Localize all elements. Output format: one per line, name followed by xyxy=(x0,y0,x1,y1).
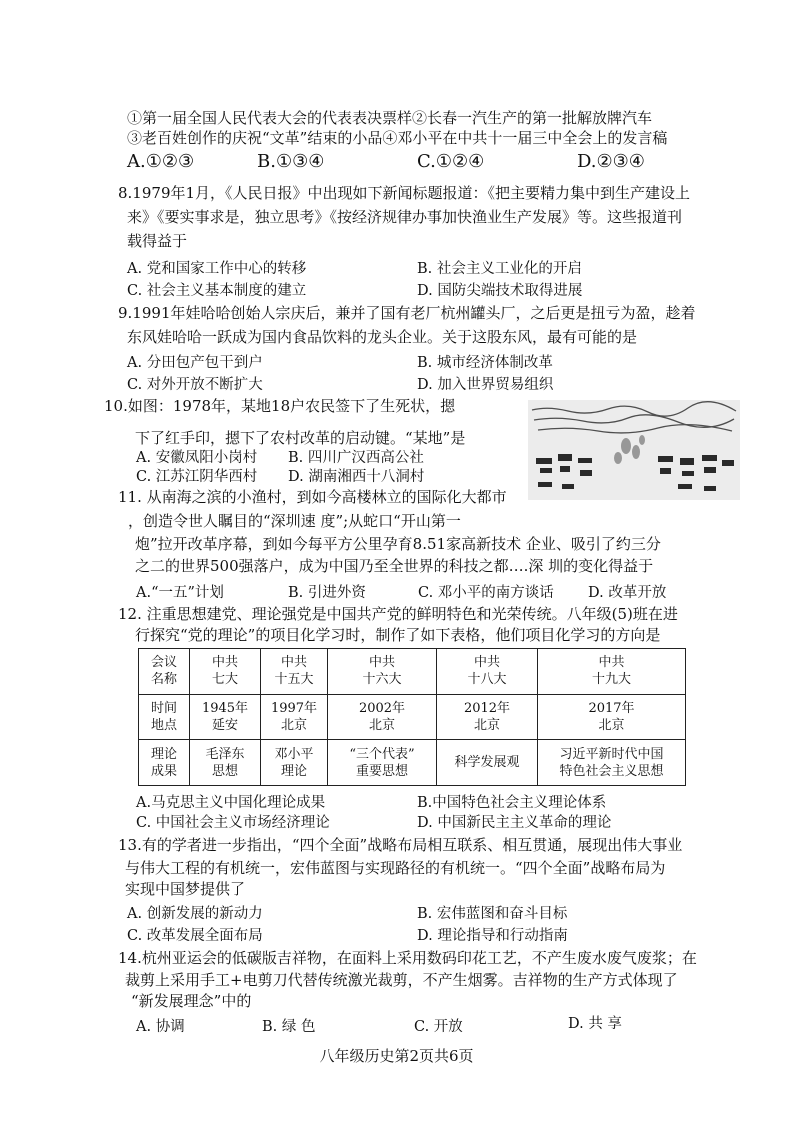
contract-photo-image xyxy=(528,400,740,500)
q8-line2: 来》《要实事求是，独立思考》《按经济规律办事加快渔业生产发展》等。这些报道刊 xyxy=(127,208,683,226)
q11-line1: 11. 从南海之滨的小渔村，到如今高楼林立的国际化大都市 xyxy=(118,488,507,506)
q11-option-d: D. 改革开放 xyxy=(588,585,667,601)
q13-line3: 实现中国梦提供了 xyxy=(125,880,246,898)
q14-line1: 14.杭州亚运会的低碳版吉祥物，在面料上采用数码印花工艺，不产生废水废气废浆；在 xyxy=(118,949,697,967)
q10-option-a: A. 安徽凤阳小岗村 xyxy=(136,450,258,466)
table-row xyxy=(139,740,686,786)
q7-option-d: D.②③④ xyxy=(577,151,645,172)
q14-line3: “新发展理念”中的 xyxy=(131,992,252,1010)
row-header xyxy=(139,649,190,695)
q9-option-c: C. 对外开放不断扩大 xyxy=(127,377,263,393)
table-cell: 2017年 北京 xyxy=(538,694,686,740)
q11-option-b: B. 引进外资 xyxy=(288,585,366,601)
table-cell: 中共 十九大 xyxy=(538,649,686,695)
q13-line1: 13.有的学者进一步指出，“四个全面”战略布局相互联系、相互贯通，展现出伟大事业 xyxy=(118,836,683,854)
q11-line3: 炮”拉开改革序幕，到如今每平方公里孕育8.51家高新技术 企业、吸引了约三分 xyxy=(135,535,661,553)
table-row xyxy=(139,649,686,695)
q7-line2: ③老百姓创作的庆祝“文革”结束的小品④邓小平在中共十一届三中全会上的发言稿 xyxy=(127,129,668,147)
q9-option-a: A. 分田包产包干到户 xyxy=(127,355,263,371)
q9-line1: 9.1991年娃哈哈创始人宗庆后，兼并了国有老厂杭州罐头厂，之后更是扭亏为盈，趁着 xyxy=(118,304,696,322)
table-cell: 中共 七大 xyxy=(190,649,261,695)
q11-line4: 之二的世界500强落户，成为中国乃至全世界的科技之都….深 圳的变化得益于 xyxy=(135,557,654,575)
q7-option-a: A.①②③ xyxy=(127,151,195,172)
q11-option-a: A.“一五”计划 xyxy=(136,585,224,601)
table-cell: 习近平新时代中国 特色社会主义思想 xyxy=(538,740,686,786)
table-cell: 中共 十五大 xyxy=(261,649,328,695)
q13-option-d: D. 理论指导和行动指南 xyxy=(417,928,568,944)
q14-option-c: C. 开放 xyxy=(414,1019,463,1035)
q11-option-c: C. 邓小平的南方谈话 xyxy=(418,585,554,601)
table-cell: 2012年 北京 xyxy=(437,694,538,740)
contract-photo xyxy=(528,400,740,500)
q14-option-d: D. 共 享 xyxy=(568,1016,622,1032)
q11-line2: ，创造令世人瞩目的“深圳速 度”;从蛇口“开山第一 xyxy=(128,512,461,530)
q12-line2: 行探究“党的理论”的项目化学习时，制作了如下表格，他们项目化学习的方向是 xyxy=(135,626,661,644)
q13-option-a: A. 创新发展的新动力 xyxy=(127,906,263,922)
q10-option-d: D. 湖南湘西十八洞村 xyxy=(288,469,425,485)
q10-line2: 下了红手印，摁下了农村改革的启动键。“某地”是 xyxy=(135,429,466,447)
table-cell: 中共 十八大 xyxy=(437,649,538,695)
row-header: 时间 地点 xyxy=(139,694,190,740)
q14-option-a: A. 协调 xyxy=(136,1019,185,1035)
q12-option-b: B.中国特色社会主义理论体系 xyxy=(417,795,607,811)
row-header: 理论 成果 xyxy=(139,740,190,786)
table-cell: 1945年 延安 xyxy=(190,694,261,740)
q8-option-b: B. 社会主义工业化的开启 xyxy=(417,261,582,277)
q7-line1: ①第一届全国人民代表大会的代表表决票样②长春一汽生产的第一批解放牌汽车 xyxy=(127,109,653,127)
q13-option-b: B. 宏伟蓝图和奋斗目标 xyxy=(417,906,568,922)
header-text: 名称 xyxy=(150,672,177,688)
q7-option-c: C.①②④ xyxy=(417,151,485,172)
q8-option-d: D. 国防尖端技术取得进展 xyxy=(417,283,583,299)
table-row xyxy=(139,694,686,740)
header-text: 会议 xyxy=(150,655,177,671)
q13-option-c: C. 改革发展全面布局 xyxy=(127,928,263,944)
table-cell: 2002年 北京 xyxy=(328,694,437,740)
q12-option-c: C. 中国社会主义市场经济理论 xyxy=(136,815,330,831)
q10-line1: 10.如图：1978年，某地18户农民签下了生死状，摁 xyxy=(104,397,456,415)
table-cell: 科学发展观 xyxy=(437,740,538,786)
table-cell: 邓小平 理论 xyxy=(261,740,328,786)
q8-option-c: C. 社会主义基本制度的建立 xyxy=(127,283,307,299)
page-footer: 八年级历史第2页共6页 xyxy=(319,1047,474,1065)
table-cell: 毛泽东 思想 xyxy=(190,740,261,786)
table-cell: “三个代表” 重要思想 xyxy=(328,740,437,786)
q8-line3: 载得益于 xyxy=(127,232,188,250)
q12-option-a: A.马克思主义中国化理论成果 xyxy=(136,795,326,811)
q9-option-d: D. 加入世界贸易组织 xyxy=(417,377,554,393)
q7-option-b: B.①③④ xyxy=(257,151,325,172)
q8-line1: 8.1979年1月，《人民日报》中出现如下新闻标题报道：《把主要精力集中到生产建设上 xyxy=(118,184,691,202)
table-cell: 1997年 北京 xyxy=(261,694,328,740)
table-cell: 中共 十六大 xyxy=(328,649,437,695)
q8-option-a: A. 党和国家工作中心的转移 xyxy=(127,261,307,277)
q12-option-d: D. 中国新民主主义革命的理论 xyxy=(417,815,612,831)
q10-option-c: C. 江苏江阴华西村 xyxy=(136,469,258,485)
q13-line2: 与伟大工程的有机统一，宏伟蓝图与实现路径的有机统一。“四个全面”战略布局为 xyxy=(125,859,666,877)
q12-line1: 12. 注重思想建党、理论强党是中国共产党的鲜明特色和光荣传统。八年级(5)班在进 xyxy=(118,605,678,623)
q9-option-b: B. 城市经济体制改革 xyxy=(417,355,553,371)
q10-option-b: B. 四川广汉西高公社 xyxy=(288,450,424,466)
q14-line2: 裁剪上采用手工+电剪刀代替传统激光裁剪，不产生烟雾。吉祥物的生产方式体现了 xyxy=(125,971,678,989)
party-theory-table xyxy=(138,648,686,786)
q14-option-b: B. 绿 色 xyxy=(262,1019,316,1035)
q9-line2: 东风娃哈哈一跃成为国内食品饮料的龙头企业。关于这股东风，最有可能的是 xyxy=(127,328,638,346)
